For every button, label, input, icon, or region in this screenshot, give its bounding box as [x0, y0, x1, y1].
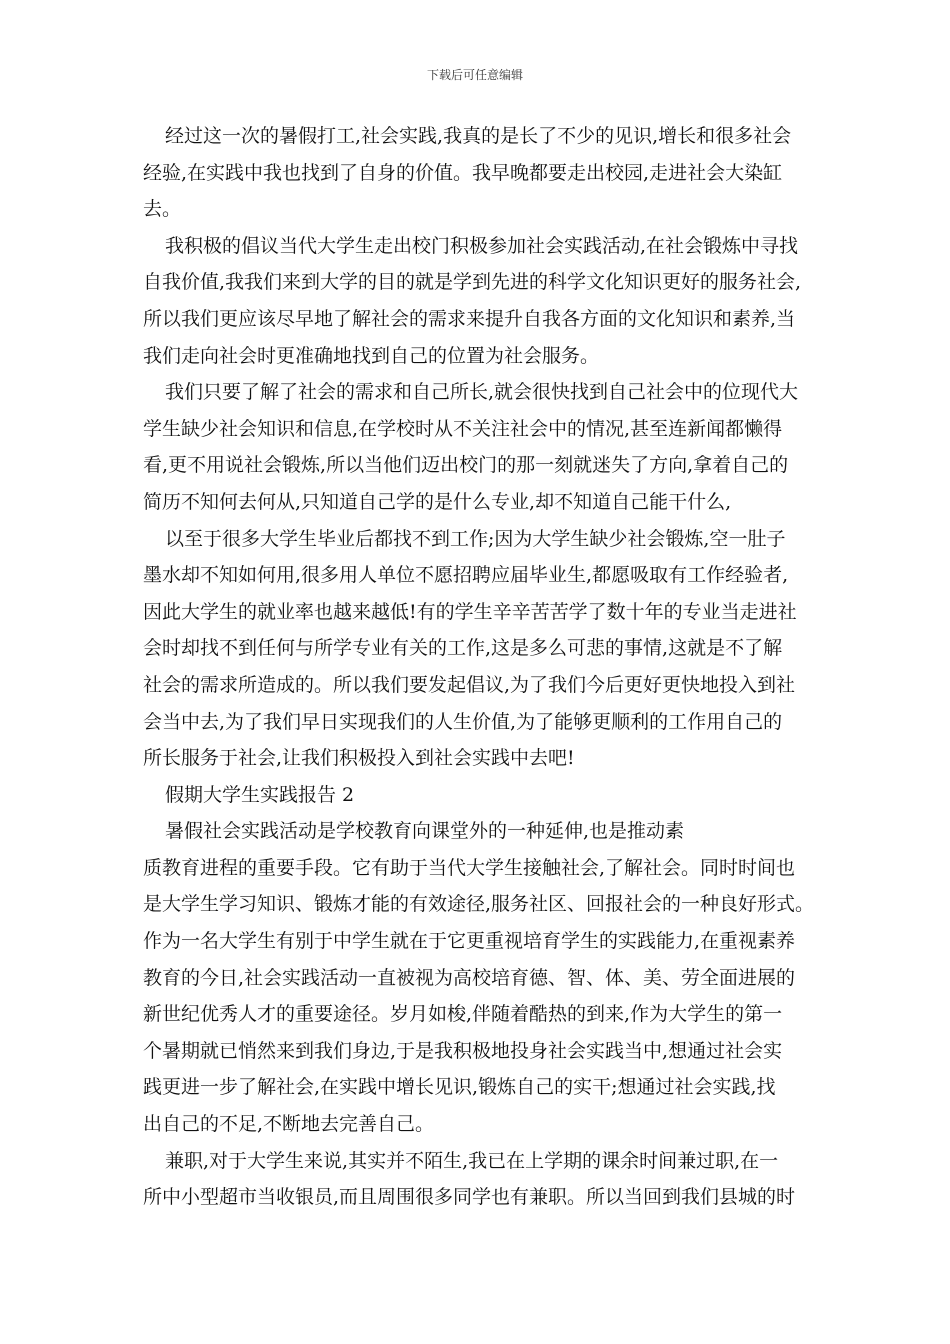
text-line: 所中小型超市当收银员,而且周围很多同学也有兼职。所以当回到我们县城的时 — [143, 1186, 796, 1209]
text-line: 兼职,对于大学生来说,其实并不陌生,我已在上学期的课余时间兼过职,在一 — [165, 1149, 779, 1172]
text-line: 个暑期就已悄然来到我们身边,于是我积极地投身社会实践当中,想通过社会实 — [143, 1039, 783, 1062]
text-line: 自我价值,我我们来到大学的目的就是学到先进的科学文化知识更好的服务社会, — [143, 271, 802, 294]
text-line: 学生缺少社会知识和信息,在学校时从不关注社会中的情况,甚至连新闻都懒得 — [143, 417, 783, 440]
text-line: 以至于很多大学生毕业后都找不到工作;因为大学生缺少社会锻炼,空一肚子 — [165, 527, 786, 550]
text-line: 新世纪优秀人才的重要途径。岁月如梭,伴随着酷热的到来,作为大学生的第一 — [143, 1003, 783, 1026]
text-line: 是大学生学习知识、锻炼才能的有效途径,服务社区、回报社会的一种良好形式。 — [143, 893, 815, 916]
text-line: 出自己的不足,不断地去完善自己。 — [143, 1113, 435, 1136]
text-line: 社会的需求所造成的。所以我们要发起倡议,为了我们今后更好更快地投入到社 — [143, 673, 796, 696]
text-line: 所以我们更应该尽早地了解社会的需求来提升自我各方面的文化知识和素养,当 — [143, 307, 796, 330]
text-line: 我们只要了解了社会的需求和自己所长,就会很快找到自己社会中的位现代大 — [165, 381, 799, 404]
text-line: 我积极的倡议当代大学生走出校门积极参加社会实践活动,在社会锻炼中寻找 — [165, 234, 799, 257]
text-line: 墨水却不知如何用,很多用人单位不愿招聘应届毕业生,都愿吸取有工作经验者, — [143, 564, 789, 587]
text-line: 暑假社会实践活动是学校教育向课堂外的一种延伸,也是推动素 — [165, 820, 685, 843]
text-line: 践更进一步了解社会,在实践中增长见识,锻炼自己的实干;想通过社会实践,找 — [143, 1076, 776, 1099]
text-line: 简历不知何去何从,只知道自己学的是什么专业,却不知道自己能干什么, — [143, 490, 732, 513]
text-line: 作为一名大学生有别于中学生就在于它更重视培育学生的实践能力,在重视素养 — [143, 930, 796, 953]
text-line: 经验,在实践中我也找到了自身的价值。我早晚都要走出校园,走进社会大染缸 — [143, 161, 783, 184]
text-line: 会时却找不到任何与所学专业有关的工作,这是多么可悲的事情,这就是不了解 — [143, 637, 783, 660]
text-line: 质教育进程的重要手段。它有助于当代大学生接触社会,了解社会。同时时间也 — [143, 856, 796, 879]
document-body — [143, 118, 823, 1216]
text-line: 我们走向社会时更准确地找到自己的位置为社会服务。 — [143, 344, 600, 367]
text-line: 因此大学生的就业率也越来越低!有的学生辛辛苦苦学了数十年的专业当走进社 — [143, 600, 797, 623]
section-heading: 假期大学生实践报告 2 — [165, 783, 355, 806]
text-line: 看,更不用说社会锻炼,所以当他们迈出校门的那一刻就迷失了方向,拿着自己的 — [143, 454, 789, 477]
text-line: 去。 — [143, 198, 182, 221]
text-line: 教育的今日,社会实践活动一直被视为高校培育德、智、体、美、劳全面进展的 — [143, 966, 796, 989]
header-note: 下载后可任意编辑 — [426, 68, 523, 82]
text-line: 经过这一次的暑假打工,社会实践,我真的是长了不少的见识,增长和很多社会 — [165, 125, 792, 147]
text-line: 会当中去,为了我们早日实现我们的人生价值,为了能够更顺利的工作用自己的 — [143, 710, 783, 733]
text-line: 所长服务于社会,让我们积极投入到社会实践中去吧! — [143, 747, 575, 770]
